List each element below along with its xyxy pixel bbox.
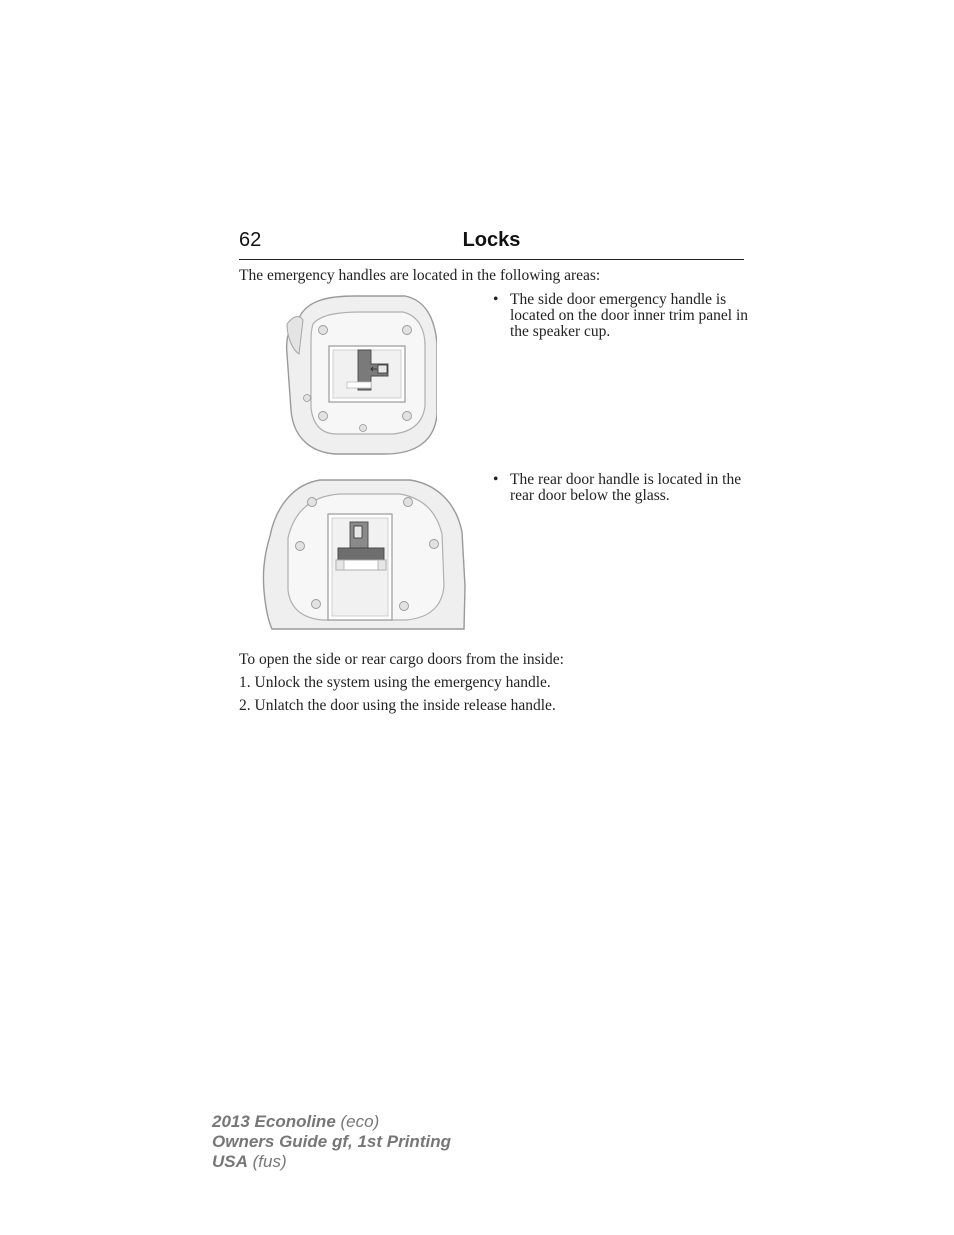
bullet-rear-door [493, 472, 760, 504]
page-header [239, 229, 744, 260]
step-2: 2. Unlatch the door using the inside release handle. [239, 697, 556, 714]
footer-model-code: (eco) [340, 1112, 380, 1131]
side-door-handle-illustration [285, 294, 437, 456]
page-footer [212, 1112, 451, 1172]
page-number: 62 [239, 229, 262, 251]
bullet-marker: • [493, 471, 499, 488]
footer-model: 2013 Econoline [212, 1112, 336, 1131]
rear-door-handle-illustration [260, 476, 466, 631]
steps-intro: To open the side or rear cargo doors from the inside: [239, 651, 564, 668]
footer-guide: Owners Guide gf, 1st Printing [212, 1132, 451, 1151]
footer-market: USA [212, 1152, 248, 1171]
intro-paragraph: The emergency handles are located in the following areas: [239, 267, 601, 284]
footer-line-2 [212, 1132, 451, 1152]
footer-line-3 [212, 1152, 451, 1172]
step-1: 1. Unlock the system using the emergency handle. [239, 674, 551, 691]
bullet-text: The side door emergency handle is located on the door inner trim panel in the speaker cup. [510, 291, 749, 340]
footer-market-code: (fus) [252, 1152, 287, 1171]
bullet-marker: • [493, 291, 499, 308]
section-title: Locks [462, 229, 521, 251]
bullet-side-door [493, 292, 760, 340]
bullet-text: The rear door handle is located in the rear door below the glass. [510, 471, 742, 504]
footer-line-1 [212, 1112, 451, 1132]
